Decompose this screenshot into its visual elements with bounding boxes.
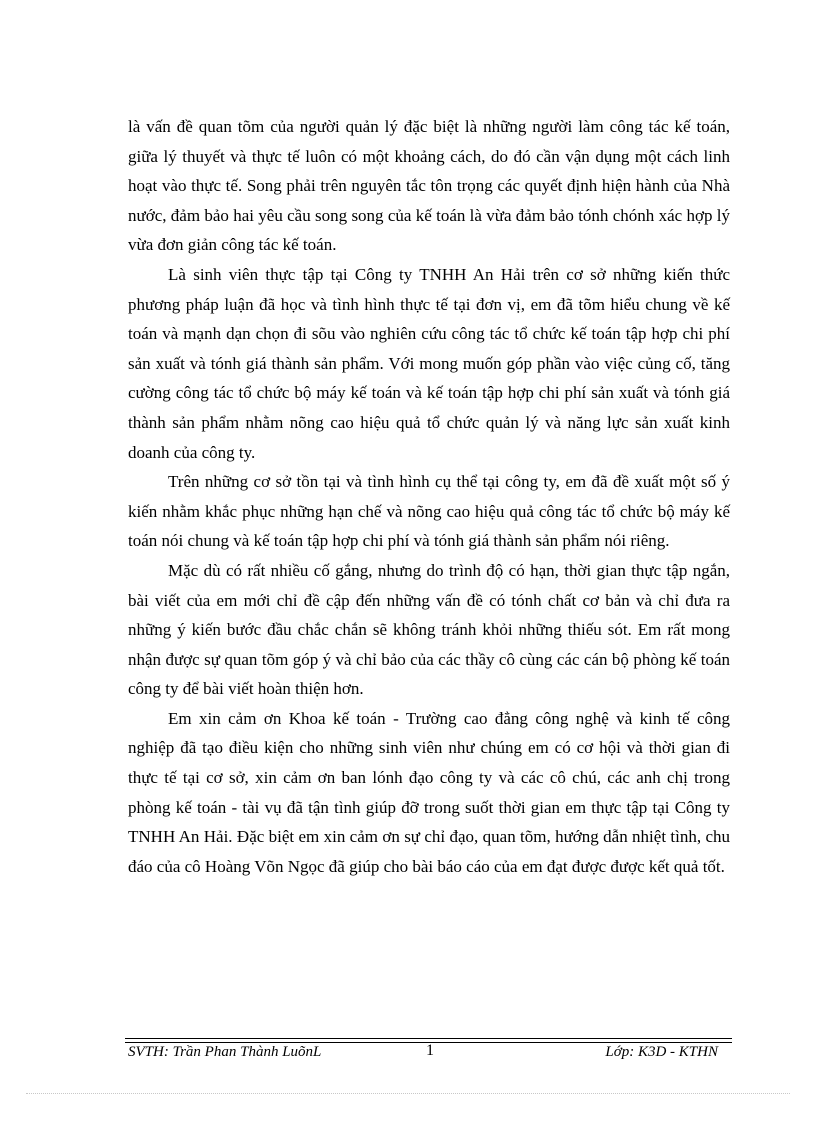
page-footer xyxy=(128,1044,730,1064)
footer-rule-thick xyxy=(125,1038,732,1039)
paragraph: Mặc dù có rất nhiều cố gắng, nhưng do trình độ có hạn, thời gian thực tập ngắn, bài viết của em mới chỉ đề cập đến những vấn đề có tónh chất cơ bản và chỉ đưa ra những ý kiến bước đầu chắc chắn sẽ không tránh khỏi những thiếu sót. Em rất mong nhận được sự quan tõm góp ý và chỉ bảo của các thầy cô cùng các cán bộ phòng kế toán công ty để bài viết hoàn thiện hơn. xyxy=(128,560,730,699)
paragraph: Em xin cảm ơn Khoa kế toán - Trường cao đẳng công nghệ và kinh tế công nghiệp đã tạo điều kiện cho những sinh viên như chúng em có cơ hội và thời gian đi thực tế tại cơ sở, xin cảm ơn ban lónh đạo công ty và các cô chú, các anh chị trong phòng kế toán - tài vụ đã tận tình giúp đỡ trong suốt thời gian em thực tập tại Công ty TNHH An Hải. Đặc biệt em xin cảm ơn sự chỉ đạo, quan tõm, hướng dẫn nhiệt tình, chu đáo của cô Hoàng Võn Ngọc đã giúp cho bài báo cáo của em đạt được được kết quả tốt. xyxy=(128,708,730,876)
body-text xyxy=(128,112,730,881)
paragraph: Trên những cơ sở tồn tại và tình hình cụ thể tại công ty, em đã đề xuất một số ý kiến nhằm khắc phục những hạn chế và nõng cao hiệu quả công tác tổ chức bộ máy kế toán nói chung và kế toán tập hợp chi phí và tónh giá thành sản phẩm nói riêng. xyxy=(128,472,730,551)
page-edge-divider xyxy=(26,1093,790,1094)
footer-class: Lớp: K3D - KTHN xyxy=(605,1044,718,1060)
paragraph-continued: là vấn đề quan tõm của người quản lý đặc biệt là những người làm công tác kế toán, giữa lý thuyết và thực tế luôn có một khoảng cách, do đó cần vận dụng một cách linh hoạt vào thực tế. Song phải trên nguyên tắc tôn trọng các quyết định hiện hành của Nhà nước, đảm bảo hai yêu cầu song song của kế toán là vừa đảm bảo tónh chónh xác hợp lý vừa đơn giản công tác kế toán. xyxy=(128,117,730,255)
footer-page-number: 1 xyxy=(426,1042,434,1059)
paragraph: Là sinh viên thực tập tại Công ty TNHH An Hải trên cơ sở những kiến thức phương pháp luận đã học và tình hình thực tế tại đơn vị, em đã tõm hiểu chung về kế toán và mạnh dạn chọn đi sõu vào nghiên cứu công tác tổ chức kế toán tập hợp chi phí sản xuất và tónh giá thành sản phẩm. Với mong muốn góp phần vào việc củng cố, tăng cường công tác tổ chức bộ máy kế toán và kế toán tập hợp chi phí sản xuất và tónh giá thành sản phẩm nhằm nõng cao hiệu quả tổ chức quản lý và năng lực sản xuất kinh doanh của công ty. xyxy=(128,264,730,462)
footer-student-name: SVTH: Trần Phan Thành LuõnL xyxy=(128,1044,322,1060)
